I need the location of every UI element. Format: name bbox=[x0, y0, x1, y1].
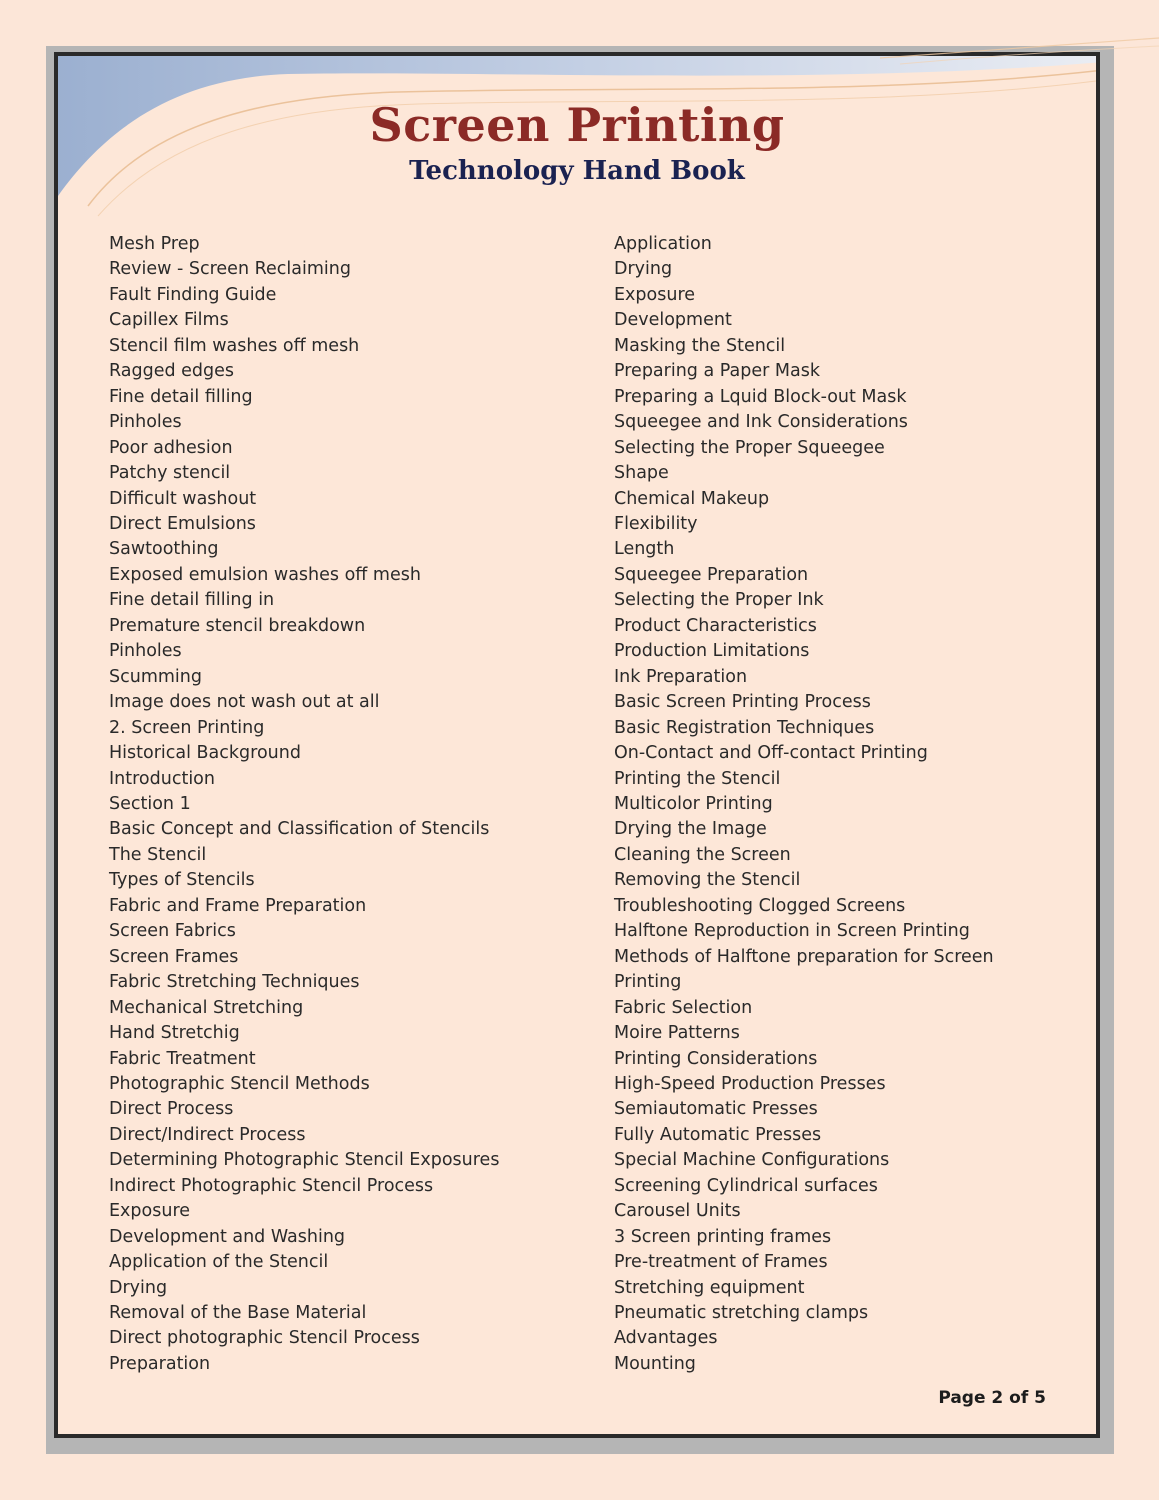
toc-entry: Basic Screen Printing Process bbox=[614, 692, 871, 713]
toc-entry: Production Limitations bbox=[614, 641, 810, 662]
toc-entry: Multicolor Printing bbox=[614, 793, 773, 814]
toc-entry: Cleaning the Screen bbox=[614, 844, 791, 865]
toc-entry: Scumming bbox=[109, 666, 202, 687]
toc-entry: Product Characteristics bbox=[614, 615, 817, 636]
toc-entry: Poor adhesion bbox=[109, 437, 233, 458]
toc-entry: Halftone Reproduction in Screen Printing bbox=[614, 921, 970, 942]
toc-entry: Drying bbox=[614, 259, 673, 280]
toc-entry: Stretching equipment bbox=[614, 1277, 805, 1298]
toc-entry: Screen Fabrics bbox=[109, 921, 236, 942]
toc-entry: The Stencil bbox=[109, 844, 207, 865]
page-header bbox=[58, 98, 1096, 186]
toc-entry: 2. Screen Printing bbox=[109, 717, 265, 738]
toc-entry: Fine detail filling bbox=[109, 386, 253, 407]
toc-entry: Exposure bbox=[109, 1201, 191, 1222]
toc-entry: Pneumatic stretching clamps bbox=[614, 1303, 869, 1324]
toc-entry: Basic Concept and Classification of Stencils bbox=[109, 819, 490, 840]
toc-entry: Mechanical Stretching bbox=[109, 997, 304, 1018]
toc-left-column bbox=[109, 232, 499, 1377]
toc-entry: Ink Preparation bbox=[614, 666, 748, 687]
toc-entry: Removing the Stencil bbox=[614, 870, 801, 891]
toc-entry: Direct photographic Stencil Process bbox=[109, 1328, 420, 1349]
toc-entry: Capillex Films bbox=[109, 310, 229, 331]
toc-entry: Carousel Units bbox=[614, 1201, 741, 1222]
toc-entry: Pre-treatment of Frames bbox=[614, 1252, 828, 1273]
toc-entry: Length bbox=[614, 539, 675, 560]
toc-entry: Fully Automatic Presses bbox=[614, 1124, 822, 1145]
toc-entry: Troubleshooting Clogged Screens bbox=[614, 895, 906, 916]
toc-entry: Application bbox=[614, 234, 712, 254]
page-number: Page 2 of 5 bbox=[938, 1388, 1046, 1408]
toc-entry: Fabric and Frame Preparation bbox=[109, 895, 367, 916]
toc-entry: Preparing a Paper Mask bbox=[614, 361, 820, 382]
toc-entry: Sawtoothing bbox=[109, 539, 219, 560]
toc-entry: Screen Frames bbox=[109, 946, 239, 967]
toc-entry: Direct/Indirect Process bbox=[109, 1124, 306, 1145]
toc-entry: Preparation bbox=[109, 1353, 211, 1374]
toc-entry: Preparing a Lquid Block-out Mask bbox=[614, 386, 907, 407]
toc-entry: Image does not wash out at all bbox=[109, 692, 380, 713]
toc-entry: Selecting the Proper Ink bbox=[614, 590, 824, 611]
toc-entry: Special Machine Configurations bbox=[614, 1150, 890, 1171]
toc-entry: 3 Screen printing frames bbox=[614, 1226, 832, 1247]
toc-entry: Printing bbox=[614, 972, 682, 993]
toc-entry: Semiautomatic Presses bbox=[614, 1099, 818, 1120]
toc-entry: Pinholes bbox=[109, 412, 182, 433]
toc-entry: Types of Stencils bbox=[109, 870, 255, 891]
toc-entry: Masking the Stencil bbox=[614, 335, 786, 356]
toc-entry: Squeegee and Ink Considerations bbox=[614, 412, 908, 433]
toc-entry: Photographic Stencil Methods bbox=[109, 1073, 370, 1094]
page-title: Screen Printing bbox=[369, 98, 785, 152]
toc-entry: Advantages bbox=[614, 1328, 718, 1349]
toc-entry: Application of the Stencil bbox=[109, 1252, 329, 1273]
toc-entry: Indirect Photographic Stencil Process bbox=[109, 1175, 434, 1196]
toc-entry: On-Contact and Off-contact Printing bbox=[614, 743, 928, 764]
toc-entry: Shape bbox=[614, 463, 669, 484]
toc-entry: Screening Cylindrical surfaces bbox=[614, 1175, 878, 1196]
toc-entry: Basic Registration Techniques bbox=[614, 717, 875, 738]
toc-entry: Difficult washout bbox=[109, 488, 257, 509]
toc-entry: Ragged edges bbox=[109, 361, 235, 382]
toc-entry: Squeegee Preparation bbox=[614, 564, 809, 585]
toc-entry: Methods of Halftone preparation for Screen bbox=[614, 946, 994, 967]
toc-entry: Section 1 bbox=[109, 793, 191, 814]
toc-entry: Fabric Selection bbox=[614, 997, 753, 1018]
toc-entry: Printing Considerations bbox=[614, 1048, 818, 1069]
toc-entry: Development and Washing bbox=[109, 1226, 346, 1247]
toc-entry: Patchy stencil bbox=[109, 463, 231, 484]
page-inner-frame bbox=[54, 52, 1100, 1438]
toc-entry: Introduction bbox=[109, 768, 215, 789]
toc-entry: Hand Stretchig bbox=[109, 1023, 240, 1044]
toc-entry: Stencil film washes off mesh bbox=[109, 335, 360, 356]
toc-entry: Drying the Image bbox=[614, 819, 767, 840]
toc-entry: Drying bbox=[109, 1277, 168, 1298]
page-subtitle: Technology Hand Book bbox=[409, 156, 745, 186]
toc-entry: Review - Screen Reclaiming bbox=[109, 259, 351, 280]
toc-entry: Pinholes bbox=[109, 641, 182, 662]
toc-entry: High-Speed Production Presses bbox=[614, 1073, 886, 1094]
toc-entry: Mesh Prep bbox=[109, 234, 200, 254]
toc-entry: Fabric Treatment bbox=[109, 1048, 256, 1069]
toc-entry: Exposure bbox=[614, 284, 696, 305]
toc-entry: Selecting the Proper Squeegee bbox=[614, 437, 885, 458]
toc-entry: Moire Patterns bbox=[614, 1023, 740, 1044]
toc-entry: Fabric Stretching Techniques bbox=[109, 972, 360, 993]
toc-entry: Direct Emulsions bbox=[109, 513, 256, 534]
toc-entry: Historical Background bbox=[109, 743, 301, 764]
toc-right-column bbox=[614, 232, 994, 1377]
toc-entry: Mounting bbox=[614, 1353, 696, 1374]
toc-entry: Fault Finding Guide bbox=[109, 284, 277, 305]
toc-entry: Premature stencil breakdown bbox=[109, 615, 366, 636]
toc-entry: Printing the Stencil bbox=[614, 768, 781, 789]
toc-entry: Exposed emulsion washes off mesh bbox=[109, 564, 421, 585]
toc-entry: Chemical Makeup bbox=[614, 488, 770, 509]
toc-entry: Removal of the Base Material bbox=[109, 1303, 367, 1324]
toc-entry: Flexibility bbox=[614, 513, 698, 534]
toc-entry: Development bbox=[614, 310, 732, 331]
toc-entry: Determining Photographic Stencil Exposures bbox=[109, 1150, 500, 1171]
toc-entry: Fine detail filling in bbox=[109, 590, 275, 611]
toc-entry: Direct Process bbox=[109, 1099, 234, 1120]
